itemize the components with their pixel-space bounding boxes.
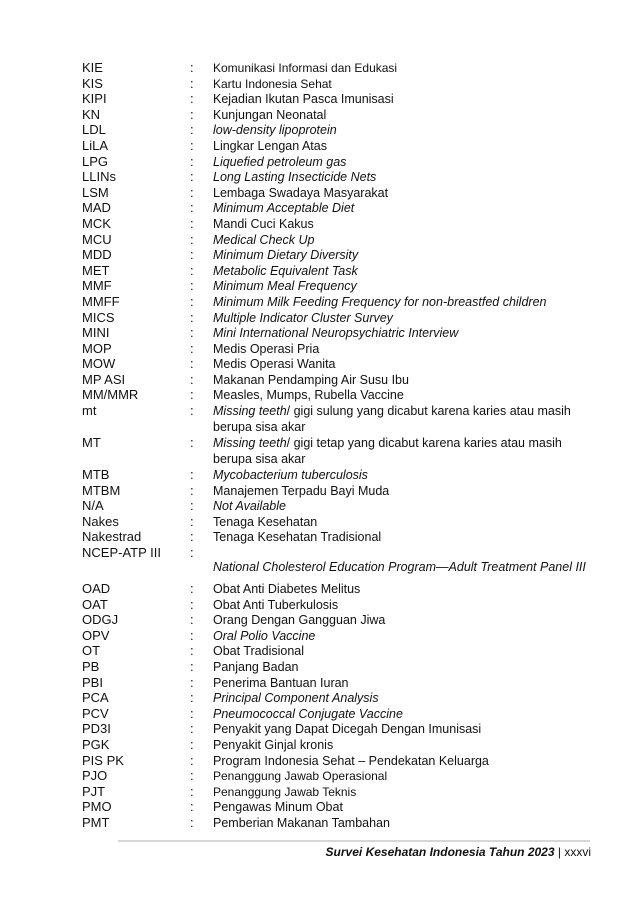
abbreviation-definition: Medis Operasi Pria xyxy=(213,341,320,356)
abbreviation-row xyxy=(0,76,638,92)
abbreviation-row xyxy=(0,325,638,341)
abbreviation-term: OAD xyxy=(82,581,111,597)
abbreviation-row xyxy=(0,483,638,499)
abbreviation-term: PD3I xyxy=(82,721,111,737)
abbreviation-row xyxy=(0,372,638,388)
abbreviation-term: PMT xyxy=(82,814,110,830)
abbreviation-row xyxy=(0,753,638,769)
abbreviation-row xyxy=(0,799,638,815)
abbreviation-definition: Penanggung Jawab Teknis xyxy=(213,784,357,799)
abbreviation-term: PJO xyxy=(82,768,108,784)
abbreviation-term: MICS xyxy=(82,309,115,325)
abbreviation-definition: low-density lipoprotein xyxy=(213,123,337,138)
abbreviation-row xyxy=(0,706,638,722)
abbreviation-term: KIE xyxy=(82,60,103,75)
separator-colon: : xyxy=(190,60,194,75)
separator-colon: : xyxy=(190,184,194,200)
abbreviation-definition: Program Indonesia Sehat – Pendekatan Keluarga xyxy=(213,753,489,768)
abbreviation-term: Nakestrad xyxy=(82,529,142,545)
abbreviation-definition: Minimum Milk Feeding Frequency for non-breastfed children xyxy=(213,294,547,309)
abbreviation-row xyxy=(0,341,638,357)
abbreviation-term: LPG xyxy=(82,153,109,169)
separator-colon: : xyxy=(190,325,194,341)
separator-colon: : xyxy=(190,435,194,451)
separator-colon: : xyxy=(190,200,194,216)
abbreviation-definition: Lembaga Swadaya Masyarakat xyxy=(213,185,389,200)
abbreviation-term: PCA xyxy=(82,690,109,706)
abbreviation-row xyxy=(0,514,638,530)
abbreviation-term: LLINs xyxy=(82,169,116,185)
separator-colon: : xyxy=(190,596,194,612)
separator-colon: : xyxy=(190,627,194,643)
abbreviation-definition: Panjang Badan xyxy=(213,660,299,674)
definition-rest: / gigi sulung yang dicabut karena karies atau masih berupa sisa akar xyxy=(213,404,571,435)
abbreviation-term: KIS xyxy=(82,75,103,91)
separator-colon: : xyxy=(190,529,194,545)
abbreviation-term: MTBM xyxy=(82,482,121,498)
abbreviation-row xyxy=(0,294,638,310)
separator-colon: : xyxy=(190,721,194,737)
separator-colon: : xyxy=(190,231,194,247)
abbreviation-definition: Measles, Mumps, Rubella Vaccine xyxy=(213,388,404,403)
abbreviation-term: MAD xyxy=(82,200,111,216)
abbreviation-term: PCV xyxy=(82,705,109,721)
abbreviation-row xyxy=(0,387,638,403)
abbreviation-row xyxy=(0,232,638,248)
abbreviation-definition: Minimum Dietary Diversity xyxy=(213,248,359,263)
abbreviation-definition: Obat Anti Tuberkulosis xyxy=(213,597,339,612)
abbreviation-row xyxy=(0,91,638,107)
abbreviation-definition: Liquefied petroleum gas xyxy=(213,154,347,169)
separator-colon: : xyxy=(190,581,194,597)
abbreviation-row xyxy=(0,107,638,123)
abbreviation-term: N/A xyxy=(82,498,104,514)
abbreviation-term: PB xyxy=(82,659,100,674)
abbreviation-definition: Penerima Bantuan Iuran xyxy=(213,675,349,690)
abbreviation-term: ODGJ xyxy=(82,612,119,628)
abbreviation-row xyxy=(0,356,638,372)
abbreviation-definition: Lingkar Lengan Atas xyxy=(213,138,327,153)
abbreviation-definition: Minimum Meal Frequency xyxy=(213,279,357,294)
separator-colon: : xyxy=(190,262,194,278)
abbreviation-row xyxy=(0,185,638,201)
abbreviation-row xyxy=(0,278,638,294)
abbreviation-definition xyxy=(213,403,593,435)
separator-colon: : xyxy=(190,659,194,674)
separator-colon: : xyxy=(190,169,194,185)
abbreviation-row xyxy=(0,597,638,613)
abbreviation-term: OAT xyxy=(82,596,108,612)
abbreviation-term: LDL xyxy=(82,122,106,138)
abbreviation-row xyxy=(0,263,638,279)
separator-colon: : xyxy=(190,75,194,91)
abbreviation-row xyxy=(0,169,638,185)
abbreviation-row xyxy=(0,628,638,644)
separator-colon: : xyxy=(190,705,194,721)
abbreviation-row xyxy=(0,737,638,753)
abbreviation-row xyxy=(0,435,638,467)
abbreviation-definition: Penanggung Jawab Operasional xyxy=(213,769,388,784)
abbreviation-definition: Mycobacterium tuberculosis xyxy=(213,468,368,483)
abbreviation-definition: Manajemen Terpadu Bayi Muda xyxy=(213,483,390,498)
abbreviation-term: PJT xyxy=(82,783,106,799)
abbreviation-term: MET xyxy=(82,262,110,278)
abbreviation-term: MTB xyxy=(82,467,110,483)
abbreviation-row xyxy=(0,721,638,737)
definition-italic-part: Missing teeth xyxy=(213,404,287,419)
separator-colon: : xyxy=(190,799,194,815)
abbreviation-definition: Medis Operasi Wanita xyxy=(213,357,336,372)
abbreviation-term: PGK xyxy=(82,736,110,752)
separator-colon: : xyxy=(190,356,194,372)
abbreviation-definition: Metabolic Equivalent Task xyxy=(213,263,358,278)
abbreviation-row xyxy=(0,690,638,706)
abbreviation-definition: Medical Check Up xyxy=(213,232,315,247)
abbreviation-term: PBI xyxy=(82,674,103,690)
separator-colon: : xyxy=(190,643,194,659)
abbreviation-term: MMFF xyxy=(82,293,120,309)
page-number: xxxvi xyxy=(564,845,591,859)
abbreviation-term: MT xyxy=(82,435,101,451)
abbreviation-definition xyxy=(213,435,593,467)
abbreviation-row xyxy=(0,643,638,659)
abbreviation-definition: Obat Tradisional xyxy=(213,644,305,659)
abbreviation-row xyxy=(0,247,638,263)
footer-divider: | xyxy=(557,845,561,859)
abbreviation-row xyxy=(0,545,638,581)
abbreviation-row xyxy=(0,498,638,514)
page-footer xyxy=(326,845,591,859)
abbreviation-term: OPV xyxy=(82,627,110,643)
abbreviation-definition: Oral Polio Vaccine xyxy=(213,628,316,643)
separator-colon: : xyxy=(190,278,194,294)
separator-colon: : xyxy=(190,153,194,169)
abbreviation-row xyxy=(0,815,638,831)
abbreviation-row xyxy=(0,216,638,232)
abbreviation-term: Nakes xyxy=(82,513,119,529)
abbreviation-term: MP ASI xyxy=(82,371,126,387)
separator-colon: : xyxy=(190,768,194,784)
abbreviation-term: OT xyxy=(82,643,101,659)
abbreviation-row xyxy=(0,310,638,326)
abbreviation-row xyxy=(0,768,638,784)
definition-italic-part: Missing teeth xyxy=(213,436,287,451)
abbreviation-term: MMF xyxy=(82,278,112,294)
abbreviation-term: MOW xyxy=(82,356,116,372)
abbreviation-definition: Pneumococcal Conjugate Vaccine xyxy=(213,706,403,721)
separator-colon: : xyxy=(190,783,194,799)
abbreviation-definition: Mandi Cuci Kakus xyxy=(213,216,314,231)
abbreviation-term: KIPI xyxy=(82,91,107,107)
abbreviation-definition: Obat Anti Diabetes Melitus xyxy=(213,582,361,597)
separator-colon: : xyxy=(190,814,194,830)
separator-colon: : xyxy=(190,674,194,690)
abbreviation-term: PMO xyxy=(82,799,112,815)
abbreviation-definition: National Cholesterol Education Program—Adult Treatment Panel III xyxy=(213,560,586,575)
separator-colon: : xyxy=(190,122,194,138)
footer-title: Survei Kesehatan Indonesia Tahun 2023 xyxy=(325,845,555,859)
abbreviation-definition: Penyakit yang Dapat Dicegah Dengan Imunisasi xyxy=(213,722,482,737)
separator-colon: : xyxy=(190,545,194,561)
abbreviation-term: LiLA xyxy=(82,137,109,153)
abbreviation-definition: Pengawas Minum Obat xyxy=(213,800,343,815)
abbreviation-row xyxy=(0,403,638,435)
footer-rule xyxy=(118,840,590,842)
abbreviation-row xyxy=(0,659,638,675)
abbreviation-definition: Multiple Indicator Cluster Survey xyxy=(213,310,393,325)
separator-colon: : xyxy=(190,91,194,107)
abbreviation-row xyxy=(0,467,638,483)
separator-colon: : xyxy=(190,215,194,231)
abbreviation-row xyxy=(0,612,638,628)
abbreviation-term: PIS PK xyxy=(82,752,124,768)
abbreviation-term: MDD xyxy=(82,247,112,263)
abbreviation-row xyxy=(0,529,638,545)
abbreviation-definition: Penyakit Ginjal kronis xyxy=(213,737,334,752)
abbreviation-term: KN xyxy=(82,106,101,122)
separator-colon: : xyxy=(190,371,194,387)
separator-colon: : xyxy=(190,513,194,529)
abbreviation-definition: Kejadian Ikutan Pasca Imunisasi xyxy=(213,92,394,107)
abbreviation-definition: Mini International Neuropsychiatric Interview xyxy=(213,326,459,341)
separator-colon: : xyxy=(190,247,194,263)
separator-colon: : xyxy=(190,752,194,768)
abbreviation-term: MINI xyxy=(82,325,110,341)
abbreviation-row xyxy=(0,675,638,691)
abbreviation-definition: Orang Dengan Gangguan Jiwa xyxy=(213,613,386,628)
abbreviation-definition: Not Available xyxy=(213,499,286,514)
separator-colon: : xyxy=(190,340,194,356)
abbreviation-term: MM/MMR xyxy=(82,387,139,403)
abbreviation-definition: Minimum Acceptable Diet xyxy=(213,201,355,216)
separator-colon: : xyxy=(190,736,194,752)
abbreviation-row xyxy=(0,60,638,76)
abbreviation-list xyxy=(0,60,638,831)
definition-rest: / gigi tetap yang dicabut karena karies atau masih berupa sisa akar xyxy=(213,436,562,467)
abbreviation-row xyxy=(0,122,638,138)
abbreviation-term: MOP xyxy=(82,340,112,356)
abbreviation-definition: Pemberian Makanan Tambahan xyxy=(213,815,390,830)
separator-colon: : xyxy=(190,387,194,403)
abbreviation-row xyxy=(0,784,638,800)
abbreviation-definition: Kunjungan Neonatal xyxy=(213,107,327,122)
separator-colon: : xyxy=(190,482,194,498)
abbreviation-definition: Tenaga Kesehatan xyxy=(213,514,318,529)
abbreviation-term: mt xyxy=(82,403,97,419)
abbreviation-term: NCEP-ATP III xyxy=(82,545,161,561)
abbreviation-row xyxy=(0,200,638,216)
abbreviation-term: MCU xyxy=(82,231,112,247)
abbreviation-term: MCK xyxy=(82,215,111,231)
abbreviation-row xyxy=(0,581,638,597)
separator-colon: : xyxy=(190,690,194,706)
abbreviation-definition: Komunikasi Informasi dan Edukasi xyxy=(213,61,398,75)
separator-colon: : xyxy=(190,467,194,483)
abbreviation-row xyxy=(0,154,638,170)
separator-colon: : xyxy=(190,403,194,419)
separator-colon: : xyxy=(190,498,194,514)
separator-colon: : xyxy=(190,612,194,628)
separator-colon: : xyxy=(190,137,194,153)
separator-colon: : xyxy=(190,293,194,309)
abbreviation-definition: Makanan Pendamping Air Susu Ibu xyxy=(213,372,409,387)
abbreviation-definition: Tenaga Kesehatan Tradisional xyxy=(213,530,382,545)
abbreviation-row xyxy=(0,138,638,154)
abbreviation-definition: Principal Component Analysis xyxy=(213,691,379,706)
abbreviation-definition: Long Lasting Insecticide Nets xyxy=(213,170,377,185)
separator-colon: : xyxy=(190,106,194,122)
abbreviation-definition: Kartu Indonesia Sehat xyxy=(213,76,332,91)
separator-colon: : xyxy=(190,309,194,325)
abbreviation-term: LSM xyxy=(82,184,109,200)
